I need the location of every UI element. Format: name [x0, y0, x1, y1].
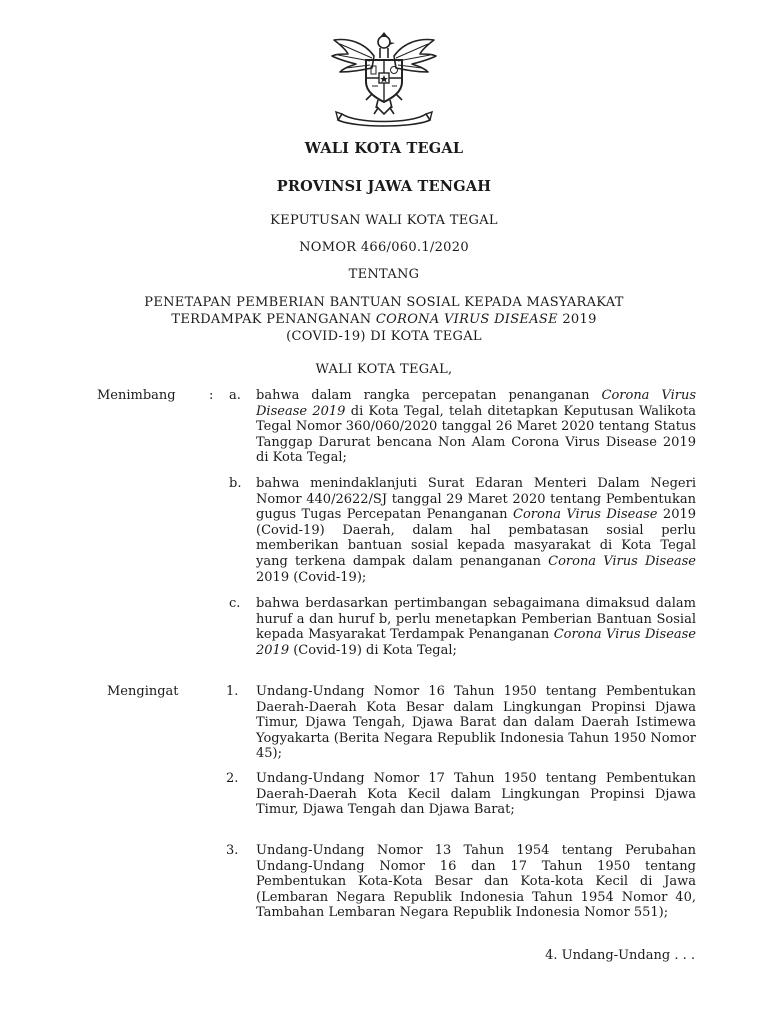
recalling-item-2-marker: 2.	[226, 771, 239, 786]
authority-heading: WALI KOTA TEGAL,	[315, 362, 453, 377]
considering-item-b-text-1: bahwa menindaklanjuti Surat Edaran Menteri Dalam Negeri Nomor 440/2622/SJ tanggal 29 Maret 2020 tentang Pembentukan gugus Tugas Percepatan Penanganan	[256, 476, 696, 523]
subject-line-1: PENETAPAN PEMBERIAN BANTUAN SOSIAL KEPADA MASYARAKAT	[144, 295, 624, 310]
considering-item-c-text-2: (Covid-19) di Kota Tegal;	[289, 642, 457, 658]
subject-line-2-italic: CORONA VIRUS DISEASE	[375, 312, 558, 327]
considering-item-a-text-2: di Kota Tegal, telah ditetapkan Keputusan Walikota Tegal Nomor 360/060/2020 tanggal 26 Maret 2020 tentang Status Tanggap Darurat bencana Non Alam Corona Virus Disease 2019 di Kota Tegal;	[256, 403, 696, 466]
decree-type: KEPUTUSAN WALI KOTA TEGAL	[270, 213, 498, 228]
considering-item-c-marker: c.	[229, 596, 241, 611]
considering-item-a-text-1: bahwa dalam rangka percepatan penanganan	[256, 388, 602, 403]
considering-item-b-text-3: 2019 (Covid-19);	[256, 569, 367, 585]
page-continuation: 4. Undang-Undang . . .	[545, 948, 695, 963]
subject-line-2	[0, 312, 768, 327]
subject-line-2-pre: TERDAMPAK PENANGANAN	[171, 312, 376, 327]
recalling-item-3-marker: 3.	[226, 843, 239, 858]
about-heading: TENTANG	[348, 267, 420, 282]
considering-item-b-italic-2: Corona Virus Disease	[548, 553, 697, 569]
subject-line-3: (COVID-19) DI KOTA TEGAL	[286, 329, 482, 344]
considering-item-c	[256, 596, 696, 658]
considering-item-b-text-2: 2019 (Covid-19) Daerah, dalam hal pembatasan sosial perlu memberikan bantuan sosial kepada masyarakat di Kota Tegal yang terkena dampak dalam penanganan	[256, 507, 697, 569]
considering-item-a-italic: Corona Virus Disease 2019	[256, 388, 696, 419]
considering-item-a-marker: a.	[229, 388, 241, 403]
decree-number: NOMOR 466/060.1/2020	[299, 240, 469, 255]
considering-label: Menimbang	[97, 388, 176, 403]
subject-line-2-post: 2019	[557, 312, 597, 327]
document-title: WALI KOTA TEGAL	[304, 140, 464, 157]
garuda-emblem-icon	[326, 28, 442, 128]
considering-item-b	[256, 476, 696, 585]
recalling-item-3: Undang-Undang Nomor 13 Tahun 1954 tentang Perubahan Undang-Undang Nomor 16 dan 17 Tahun 1950 tentang Pembentukan Kota-Kota Besar dan Kota-kota Kecil di Jawa (Lembaran Negara Republik Indonesia Tahun 1954 Nomor 40, Tambahan Lembaran Negara Republik Indonesia Nomor 551);	[256, 843, 696, 921]
considering-item-b-italic-1: Corona Virus Disease	[513, 507, 658, 523]
considering-item-c-text-1: bahwa berdasarkan pertimbangan sebagaimana dimaksud dalam huruf a dan huruf b, perlu menetapkan Pemberian Bantuan Sosial kepada Masyarakat Terdampak Penanganan	[256, 596, 696, 643]
considering-item-c-italic: Corona Virus Disease 2019	[256, 627, 696, 658]
considering-item-a	[256, 388, 696, 466]
province-heading: PROVINSI JAWA TENGAH	[276, 178, 492, 195]
recalling-item-1-marker: 1.	[226, 684, 239, 699]
recalling-item-1: Undang-Undang Nomor 16 Tahun 1950 tentang Pembentukan Daerah-Daerah Kota Besar dalam Lingkungan Propinsi Djawa Timur, Djawa Tengah, Djawa Barat dan dalam Daerah Istimewa Yogyakarta (Berita Negara Republik Indonesia Tahun 1950 Nomor 45);	[256, 684, 696, 762]
considering-colon: :	[209, 388, 214, 403]
recalling-label: Mengingat	[107, 684, 179, 699]
recalling-item-2: Undang-Undang Nomor 17 Tahun 1950 tentang Pembentukan Daerah-Daerah Kota Kecil dalam Lingkungan Propinsi Djawa Timur, Djawa Tengah dan Djawa Barat;	[256, 771, 696, 818]
considering-item-b-marker: b.	[229, 476, 242, 491]
